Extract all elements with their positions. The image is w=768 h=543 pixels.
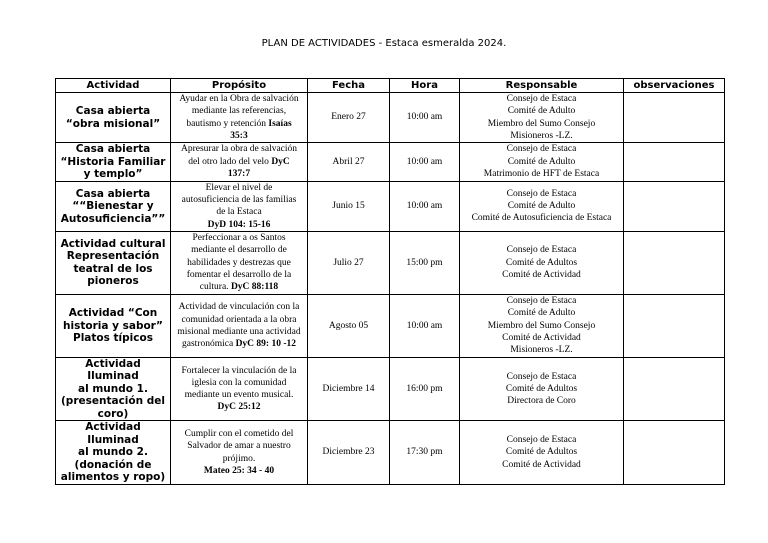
responsable-line: Consejo de Estaca bbox=[506, 296, 577, 307]
table-row bbox=[56, 181, 725, 231]
proposito-line bbox=[173, 105, 305, 117]
responsable-line: Consejo de Estaca bbox=[506, 245, 577, 256]
header-proposito: Propósito bbox=[171, 79, 308, 93]
actividad-line: Platos típicos bbox=[73, 332, 153, 345]
proposito-text: habilidades y destrezas que bbox=[187, 257, 291, 268]
scripture-reference: 137:7 bbox=[227, 169, 251, 180]
actividad-line: (donación de bbox=[74, 458, 152, 471]
scripture-reference: DyC 25:12 bbox=[217, 402, 261, 413]
table-row bbox=[56, 421, 725, 485]
proposito-text: de la Estaca bbox=[216, 207, 262, 218]
cell-observaciones bbox=[624, 357, 725, 421]
cell-hora: 10:00 am bbox=[390, 93, 460, 143]
table-row bbox=[56, 231, 725, 294]
proposito-text: prójimo. bbox=[222, 453, 256, 464]
cell-hora: 17:30 pm bbox=[390, 421, 460, 485]
proposito-line bbox=[173, 314, 305, 326]
proposito-line bbox=[173, 301, 305, 313]
scripture-reference: DyC 88:118 bbox=[230, 282, 279, 293]
proposito-line bbox=[173, 143, 305, 155]
proposito-line bbox=[173, 365, 305, 377]
scripture-reference: 35:3 bbox=[230, 130, 248, 141]
responsable-line: Consejo de Estaca bbox=[506, 435, 577, 446]
responsable-line: Miembro del Sumo Consejo bbox=[487, 118, 596, 129]
proposito-text: Perfeccionar a os Santos bbox=[192, 233, 286, 244]
cell-responsable bbox=[460, 93, 624, 143]
proposito-text: misional mediante una actividad bbox=[177, 326, 301, 337]
table-row bbox=[56, 143, 725, 182]
proposito-text: fomentar el desarrollo de la bbox=[186, 270, 292, 281]
actividad-line: “obra misional” bbox=[65, 117, 161, 130]
proposito-text: iglesia con la comunidad bbox=[191, 377, 287, 388]
proposito-line bbox=[173, 338, 305, 350]
actividad-line: Casa abierta bbox=[75, 187, 151, 200]
actividad-line: ““Bienestar y bbox=[72, 200, 154, 213]
proposito-line bbox=[173, 182, 305, 194]
actividad-line: Actividad Iluminad bbox=[85, 421, 141, 446]
actividad-line: historia y sabor” bbox=[63, 319, 163, 332]
cell-actividad bbox=[56, 294, 171, 357]
proposito-line bbox=[173, 118, 305, 130]
proposito-line bbox=[173, 156, 305, 168]
document-title: PLAN DE ACTIVIDADES - Estaca esmeralda 2024. bbox=[261, 38, 507, 49]
cell-fecha: Julio 27 bbox=[308, 231, 390, 294]
scripture-reference: Mateo 25: 34 - 40 bbox=[203, 465, 275, 476]
cell-actividad bbox=[56, 357, 171, 421]
actividad-line: Actividad Iluminad bbox=[85, 357, 141, 383]
scripture-reference: Isaías bbox=[268, 118, 292, 129]
cell-responsable bbox=[460, 143, 624, 182]
proposito-text: mediante las referencias, bbox=[191, 106, 287, 117]
proposito-line bbox=[173, 244, 305, 256]
cell-proposito bbox=[171, 294, 308, 357]
table-row bbox=[56, 93, 725, 143]
table-header-row bbox=[56, 79, 725, 93]
scripture-reference: DyD 104: 15-16 bbox=[207, 219, 271, 230]
cell-responsable bbox=[460, 357, 624, 421]
cell-fecha: Junio 15 bbox=[308, 181, 390, 231]
responsable-line: Consejo de Estaca bbox=[506, 144, 577, 155]
actividad-line: coro) bbox=[97, 407, 129, 420]
actividad-line: y templo” bbox=[83, 168, 143, 181]
cell-responsable bbox=[460, 294, 624, 357]
cell-fecha: Enero 27 bbox=[308, 93, 390, 143]
proposito-line bbox=[173, 232, 305, 244]
cell-hora: 10:00 am bbox=[390, 294, 460, 357]
proposito-line bbox=[173, 453, 305, 465]
proposito-line bbox=[173, 440, 305, 452]
actividad-line: Autosuficiencia”” bbox=[60, 212, 166, 225]
cell-proposito bbox=[171, 231, 308, 294]
responsable-line: Miembro del Sumo Consejo bbox=[487, 320, 596, 331]
actividad-line: “Historia Familiar bbox=[60, 155, 166, 168]
cell-actividad bbox=[56, 231, 171, 294]
activities-table bbox=[55, 78, 725, 485]
cell-observaciones bbox=[624, 143, 725, 182]
cell-hora: 15:00 pm bbox=[390, 231, 460, 294]
proposito-text: Salvador de amar a nuestro bbox=[187, 441, 291, 452]
actividad-line: Actividad cultural bbox=[60, 237, 166, 250]
cell-actividad bbox=[56, 93, 171, 143]
responsable-line: Comité de Adulto bbox=[507, 308, 576, 319]
cell-proposito bbox=[171, 357, 308, 421]
responsable-line: Comité de Adulto bbox=[507, 156, 576, 167]
proposito-text: comunidad orientada a la obra bbox=[181, 314, 297, 325]
proposito-text: autosuficiencia de las familias bbox=[181, 194, 297, 205]
cell-fecha: Agosto 05 bbox=[308, 294, 390, 357]
responsable-line: Misioneros -LZ. bbox=[510, 130, 573, 141]
cell-fecha: Diciembre 14 bbox=[308, 357, 390, 421]
proposito-line bbox=[173, 269, 305, 281]
proposito-text: mediante un evento musical. bbox=[184, 390, 294, 401]
responsable-line: Comité de Actividad bbox=[502, 459, 581, 470]
responsable-line: Directora de Coro bbox=[507, 396, 576, 407]
proposito-text: bautismo y retención bbox=[186, 118, 267, 129]
scripture-reference: DyC 89: 10 -12 bbox=[235, 339, 296, 350]
proposito-line bbox=[173, 194, 305, 206]
scripture-reference: DyC bbox=[271, 156, 290, 167]
cell-observaciones bbox=[624, 93, 725, 143]
header-observaciones: observaciones bbox=[624, 79, 725, 93]
actividad-line: alimentos y ropo) bbox=[60, 471, 166, 484]
cell-fecha: Abril 27 bbox=[308, 143, 390, 182]
cell-actividad bbox=[56, 143, 171, 182]
actividad-line: al mundo 2. bbox=[78, 446, 148, 459]
table-row bbox=[56, 294, 725, 357]
actividad-line: Casa abierta bbox=[75, 105, 151, 118]
proposito-text: mediante el desarrollo de bbox=[191, 245, 287, 256]
proposito-text: cultura. bbox=[199, 282, 229, 293]
header-hora: Hora bbox=[390, 79, 460, 93]
proposito-text: Elevar el nivel de bbox=[205, 182, 273, 193]
proposito-line bbox=[173, 428, 305, 440]
actividad-line: pioneros bbox=[87, 275, 139, 288]
proposito-line bbox=[173, 281, 305, 293]
responsable-line: Comité de Adultos bbox=[505, 383, 578, 394]
responsable-line: Matrimonio de HFT de Estaca bbox=[483, 169, 600, 180]
responsable-line: Comité de Adultos bbox=[505, 447, 578, 458]
proposito-line bbox=[173, 326, 305, 338]
cell-observaciones bbox=[624, 231, 725, 294]
actividad-line: Actividad “Con bbox=[68, 307, 158, 320]
responsable-line: Comité de Actividad bbox=[502, 333, 581, 344]
proposito-line bbox=[173, 257, 305, 269]
cell-observaciones bbox=[624, 421, 725, 485]
responsable-line: Consejo de Estaca bbox=[506, 371, 577, 382]
actividad-line: teatral de los bbox=[73, 262, 153, 275]
cell-responsable bbox=[460, 421, 624, 485]
proposito-text: Apresurar la obra de salvación bbox=[180, 144, 298, 155]
proposito-text: Fortalecer la vinculación de la bbox=[181, 365, 297, 376]
proposito-text: Actividad de vinculación con la bbox=[178, 302, 300, 313]
actividad-line: Casa abierta bbox=[75, 143, 151, 156]
actividad-line: Representación bbox=[66, 250, 160, 263]
header-responsable: Responsable bbox=[460, 79, 624, 93]
responsable-line: Comité de Adulto bbox=[507, 106, 576, 117]
table-row bbox=[56, 357, 725, 421]
header-actividad: Actividad bbox=[56, 79, 171, 93]
responsable-line: Consejo de Estaca bbox=[506, 94, 577, 104]
cell-proposito bbox=[171, 181, 308, 231]
responsable-line: Comité de Adulto bbox=[507, 201, 576, 212]
proposito-line bbox=[173, 206, 305, 218]
actividad-line: (presentación del bbox=[61, 395, 165, 408]
cell-proposito bbox=[171, 143, 308, 182]
cell-proposito bbox=[171, 421, 308, 485]
proposito-line bbox=[173, 93, 305, 105]
cell-observaciones bbox=[624, 294, 725, 357]
cell-hora: 10:00 am bbox=[390, 181, 460, 231]
table-body bbox=[56, 93, 725, 485]
cell-actividad bbox=[56, 421, 171, 485]
cell-actividad bbox=[56, 181, 171, 231]
proposito-text: Cumplir con el cometido del bbox=[184, 429, 294, 440]
proposito-text: del otro lado del velo bbox=[188, 156, 269, 167]
cell-observaciones bbox=[624, 181, 725, 231]
actividad-line: al mundo 1. bbox=[78, 382, 148, 395]
proposito-line bbox=[173, 377, 305, 389]
proposito-text: Ayudar en la Obra de salvación bbox=[179, 94, 299, 104]
cell-hora: 16:00 pm bbox=[390, 357, 460, 421]
cell-responsable bbox=[460, 231, 624, 294]
cell-proposito bbox=[171, 93, 308, 143]
cell-hora: 10:00 am bbox=[390, 143, 460, 182]
responsable-line: Comité de Autosuficiencia de Estaca bbox=[471, 213, 612, 224]
responsable-line: Comité de Actividad bbox=[502, 270, 581, 281]
cell-responsable bbox=[460, 181, 624, 231]
responsable-line: Misioneros -LZ. bbox=[510, 345, 573, 356]
proposito-text: gastronómica bbox=[182, 339, 234, 350]
responsable-line: Comité de Adultos bbox=[505, 257, 578, 268]
proposito-line bbox=[173, 389, 305, 401]
cell-fecha: Diciembre 23 bbox=[308, 421, 390, 485]
responsable-line: Consejo de Estaca bbox=[506, 188, 577, 199]
header-fecha: Fecha bbox=[308, 79, 390, 93]
